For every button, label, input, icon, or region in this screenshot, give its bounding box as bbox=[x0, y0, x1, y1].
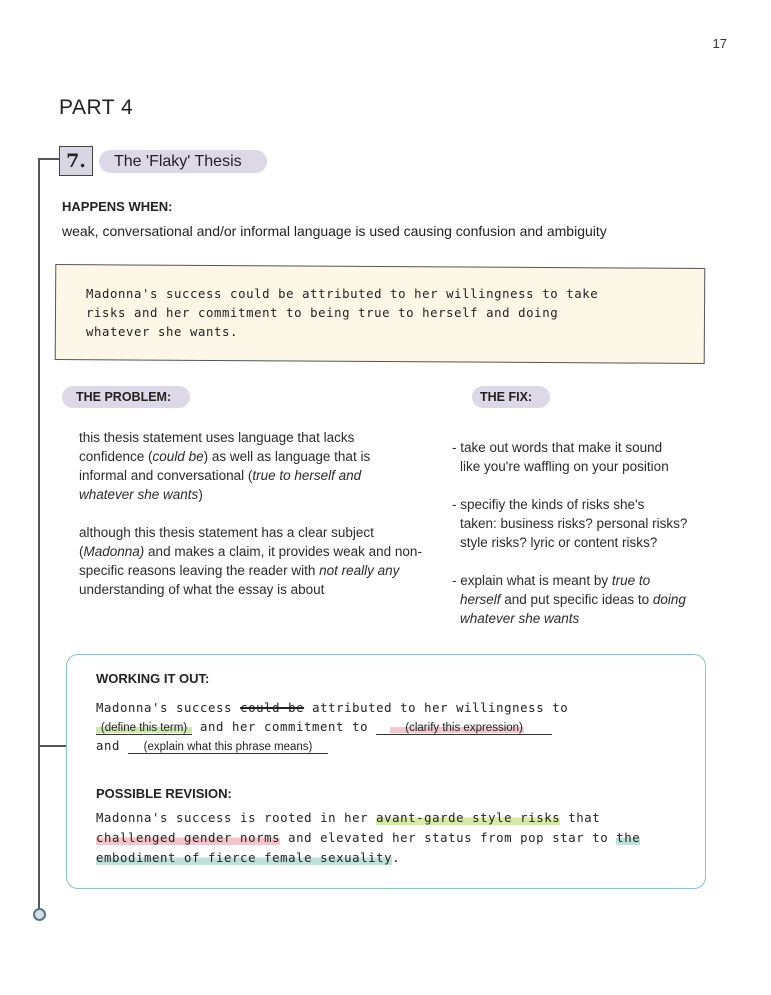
happens-when-label: HAPPENS WHEN: bbox=[62, 199, 173, 214]
problem-label: THE PROBLEM: bbox=[62, 386, 190, 408]
fix-item-1: - take out words that make it sound like you're waffling on your position bbox=[452, 440, 669, 474]
fix-label: THE FIX: bbox=[472, 386, 550, 408]
happens-when-text: weak, conversational and/or informal language is used causing confusion and ambiguity bbox=[62, 223, 607, 239]
blank-clarify-expression: (clarify this expression) bbox=[376, 722, 552, 735]
timeline-connector bbox=[38, 158, 60, 160]
possible-revision-text: Madonna's success is rooted in her avant-garde style risks that challenged gender norms and elevated her status from pop star to the embodiment of fierce female sexuality. bbox=[96, 811, 641, 865]
fix-item-3: - explain what is meant by true to herself and put specific ideas to doing whatever she wants bbox=[452, 573, 686, 626]
working-line-2: (define this term) and her commitment to (clarify this expression) bbox=[96, 720, 552, 735]
highlight-gender-norms: challenged gender norms bbox=[96, 831, 281, 845]
problem-paragraph-2: although this thesis statement has a clear subject (Madonna) and makes a claim, it provides weak and non-specific reasons leaving the reader with not really any understanding of what the essay is about bbox=[79, 525, 422, 597]
highlight-style-risks: avant-garde style risks bbox=[376, 811, 561, 825]
timeline-line bbox=[38, 158, 40, 910]
section-number: 7. bbox=[59, 146, 93, 176]
fix-item-2: - specifiy the kinds of risks she's taken: business risks? personal risks? style risks? lyric or content risks? bbox=[452, 497, 688, 550]
page-number: 17 bbox=[712, 36, 727, 51]
blank-explain-phrase: (explain what this phrase means) bbox=[128, 741, 328, 754]
part-title: PART 4 bbox=[59, 96, 134, 119]
struck-text: could be bbox=[240, 701, 305, 715]
example-line: whatever she wants. bbox=[86, 325, 239, 339]
problem-paragraph-1: this thesis statement uses language that lacks confidence (could be) as well as language that is informal and conversational (true to herself and whatever she wants) bbox=[79, 430, 371, 502]
example-thesis bbox=[86, 285, 646, 342]
section-title: The 'Flaky' Thesis bbox=[99, 150, 267, 173]
working-line-3: and (explain what this phrase means) bbox=[96, 739, 328, 754]
working-it-out-label: WORKING IT OUT: bbox=[96, 671, 210, 686]
possible-revision-label: POSSIBLE REVISION: bbox=[96, 786, 232, 801]
timeline-connector-work bbox=[38, 745, 66, 747]
timeline-end-dot bbox=[33, 908, 46, 921]
highlight-fierce-female: the embodiment of fierce female sexuality bbox=[96, 831, 641, 865]
working-line-1: Madonna's success could be attributed to her willingness to bbox=[96, 701, 569, 715]
blank-define-term: (define this term) bbox=[96, 722, 192, 735]
example-line: Madonna's success could be attributed to her willingness to take bbox=[86, 287, 599, 301]
example-line: risks and her commitment to being true to herself and doing bbox=[86, 306, 559, 320]
